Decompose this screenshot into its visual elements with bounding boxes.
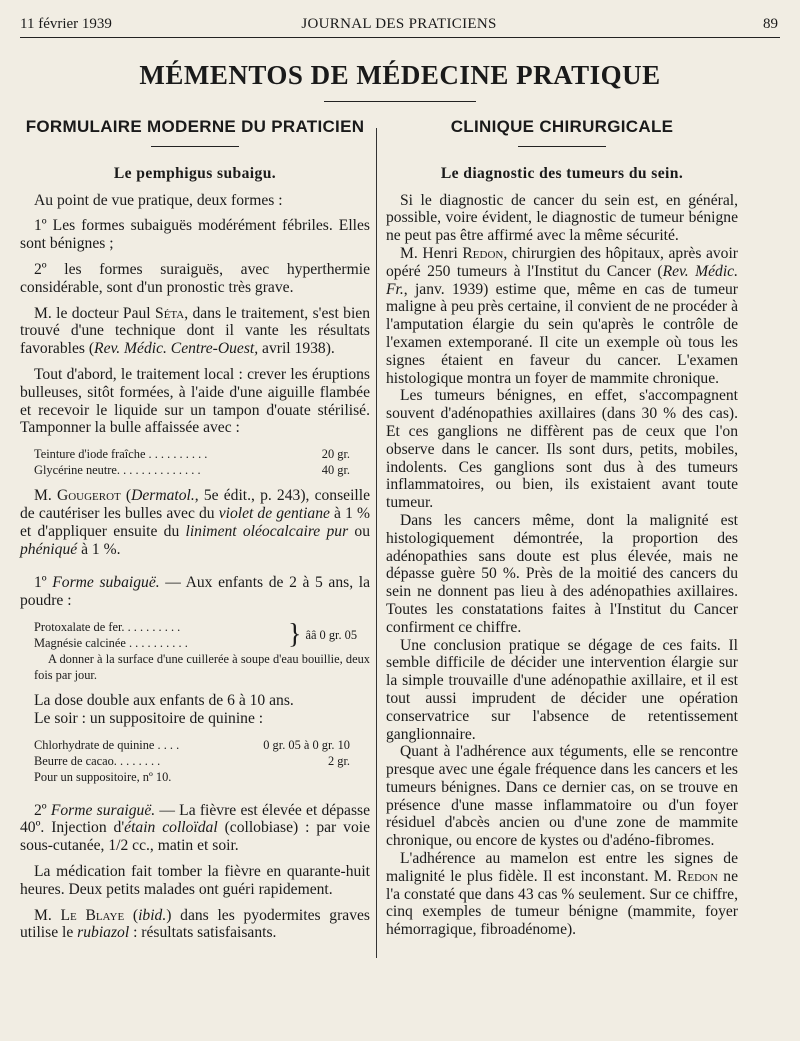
formula-suppository xyxy=(34,737,370,785)
paragraph: 2º les formes suraiguës, avec hyperthermie considérable, sont d'un pronostic très grave. xyxy=(20,260,370,296)
left-section-rule xyxy=(151,146,239,147)
paragraph: Dans les cancers même, dont la malignité est histologiquement démontrée, la proportion des adénopathies sans doute est plus élevée, mais ne dépasse guère 50 %. Près de la moitié des cancers du sein ne donnent pas lieu à des adénopathies axillaires. Toutes les constatations faites à l'Institut du Cancer confirment ce chiffre. xyxy=(386,511,738,636)
paragraph: Quant à l'adhérence aux téguments, elle se rencontre presque avec une égale fréquence dans les cancers et les tumeurs bénignes. Dans ce dernier cas, on se trouve en présence d'une masse inflammatoire ou d'un foyer résiduel d'abcès ancien ou d'une zone de mammite chronique, ou encore de kystes ou d'adéno-fibromes. xyxy=(386,743,738,850)
reference: Rev. Médic. Centre-Ouest, xyxy=(94,340,259,358)
author-name: Redon xyxy=(676,867,718,885)
formula-quantity: ââ 0 gr. 05 xyxy=(305,627,358,642)
header-rule xyxy=(20,37,780,38)
paragraph: Les tumeurs bénignes, en effet, s'accompagnent souvent d'adénopathies axillaires (dans 30 % des cas). Et ces ganglions ne diffèrent pas de ceux que l'on observe dans le cancer. Ils sont durs, petits, mobiles, indolents. Ces ganglions sont dus à des tumeurs inflammatoires, ou bien, ils existaient avant toute tumeur. xyxy=(386,387,738,512)
paragraph: M. le docteur Paul Séta, dans le traitement, s'est bien trouvé d'une technique dont il vante les résultats favorables (Rev. Médic. Centre-Ouest, avril 1938). xyxy=(20,304,371,358)
page-number: 89 xyxy=(763,16,778,32)
paragraph: 2º Forme suraiguë. — La fièvre est élevée et dépasse 40º. Injection d'étain colloïdal (collobiase) : par voie sous-cutanée, 1/2 cc., matin et soir. xyxy=(20,801,371,855)
paragraph: Une conclusion pratique se dégage de ces faits. Il semble difficile de décider une intervention élargie sur la simple trouvaille d'une adénopathie axillaire, et il est tout aussi imprudent de décider une opération conservatrice sur l'absence de retentissement ganglionnaire. xyxy=(386,636,738,743)
right-column xyxy=(386,118,738,939)
paragraph: 1º Forme subaiguë. — Aux enfants de 2 à 5 ans, la poudre : xyxy=(20,574,370,610)
paragraph: 1º Les formes subaiguës modérément fébriles. Elles sont bénignes ; xyxy=(20,217,370,253)
formula-row: Teinture d'iode fraîche . . . . . . . . . . 20 gr. xyxy=(34,447,350,462)
running-header xyxy=(20,16,778,36)
paragraph: M. Henri Redon, chirurgien des hôpitaux, après avoir opéré 250 tumeurs à l'Institut du Cancer (Rev. Médic. Fr., janv. 1939) estime que, même en cas de tumeur maligne à peu près certaine, il convient de ne procéder à l'amputation élargie du sein qu'après le contrôle de l'examen extemporané. Il cite un exemple où tous les signes étaient en faveur du cancer. L'examen histologique montra un foyer de mammite chronique. xyxy=(386,244,738,387)
formula-row: Protoxalate de fer. . . . . . . . . . xyxy=(34,619,181,634)
author-name: Gougerot xyxy=(56,487,121,505)
formula-row: Beurre de cacao. . . . . . . . 2 gr. xyxy=(34,753,350,768)
formula-row: Magnésie calcinée . . . . . . . . . . xyxy=(34,635,188,650)
formula-note: Pour un suppositoire, nº 10. xyxy=(34,769,172,784)
paragraph: La médication fait tomber la fièvre en quarante-huit heures. Deux petits malades ont guéri rapidement. xyxy=(20,862,370,898)
page-title: MÉMENTOS DE MÉDECINE PRATIQUE xyxy=(139,60,661,90)
right-section-rule xyxy=(518,146,606,147)
paragraph: M. Le Blaye (ibid.) dans les pyodermites graves utilise le rubiazol : résultats satisfaisants. xyxy=(20,906,370,942)
author-name: Redon xyxy=(462,244,504,262)
formula-powder xyxy=(34,619,370,683)
right-section-title: CLINIQUE CHIRURGICALE xyxy=(450,117,674,136)
left-section-title: FORMULAIRE MODERNE DU PRATICIEN xyxy=(25,117,365,136)
formula-iodine xyxy=(34,446,370,478)
author-name: Séta xyxy=(155,304,185,322)
brace-icon: } xyxy=(288,618,302,650)
paragraph: Le soir : un suppositoire de quinine : xyxy=(34,709,264,727)
header-date: 11 février 1939 xyxy=(20,16,112,32)
formula-note: A donner à la surface d'une cuillerée à soupe d'eau bouillie, deux fois par jour. xyxy=(34,651,370,682)
formula-row: Chlorhydrate de quinine . . . . 0 gr. 05 à 0 gr. 10 xyxy=(34,737,350,752)
header-journal: JOURNAL DES PRATICIENS xyxy=(301,16,497,32)
paragraph: Au point de vue pratique, deux formes : xyxy=(34,191,283,209)
title-rule xyxy=(324,101,476,102)
column-divider xyxy=(376,128,377,958)
paragraph: L'adhérence au mamelon est entre les signes de malignité le plus fidèle. Il est inconstant. M. Redon ne l'a constaté que dans 43 cas % seulement. Sur ce chiffre, cinq exemples de tumeur bénigne (mammite, foyer hémorragique, fibroadénome). xyxy=(386,850,738,939)
right-subtitle: Le diagnostic des tumeurs du sein. xyxy=(440,164,684,182)
paragraph: La dose double aux enfants de 6 à 10 ans. xyxy=(34,691,294,709)
paragraph: M. Gougerot (Dermatol., 5e édit., p. 243), conseille de cautériser les bulles avec du violet de gentiane à 1 % et d'appliquer ensuite du liniment oléocalcaire pur ou phéniqué à 1 %. xyxy=(20,487,370,558)
left-subtitle: Le pemphigus subaigu. xyxy=(113,164,277,182)
author-name: Le Blaye xyxy=(60,906,125,924)
formula-row: Glycérine neutre. . . . . . . . . . . . . . 40 gr. xyxy=(34,463,350,478)
paragraph: Si le diagnostic de cancer du sein est, en général, possible, voire évident, le diagnostic de tumeur bénigne ne peut pas être affirmé avec la même sécurité. xyxy=(386,191,738,245)
paragraph: Tout d'abord, le traitement local : crever les éruptions bulleuses, sitôt formées, à l'aide d'une aiguille flambée et recevoir le liquide sur un tampon d'ouate stérilisé. Tamponner la bulle affaissée avec : xyxy=(20,365,370,437)
left-column xyxy=(20,118,370,950)
